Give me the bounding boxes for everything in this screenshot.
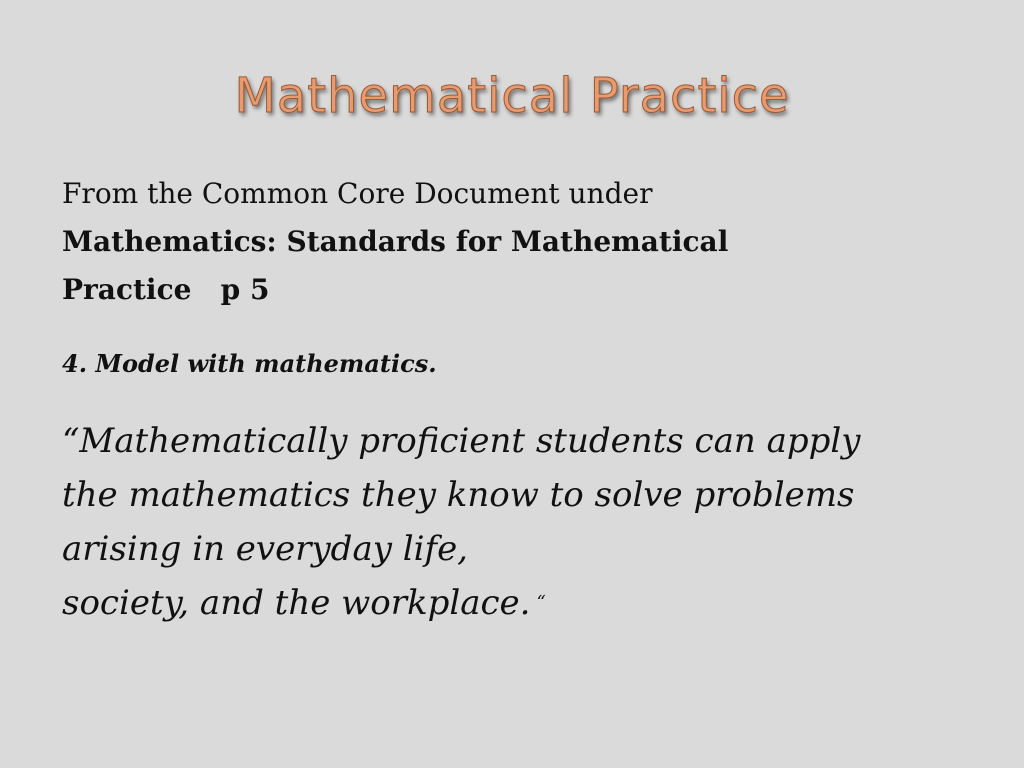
slide-title: Mathematical Practice <box>234 68 790 124</box>
quote-line-1: “Mathematically proficient students can apply <box>62 421 861 461</box>
intro-bold-line-2: Practice p 5 <box>62 273 270 306</box>
quote-line-2: the mathematics they know to solve problems <box>62 475 855 515</box>
quote-paragraph <box>62 414 962 630</box>
quote-closing-mark: “ <box>536 592 546 613</box>
quote-line-4: society, and the workplace. <box>62 583 531 623</box>
intro-paragraph <box>62 170 962 314</box>
intro-line: From the Common Core Document under <box>62 177 653 210</box>
slide-body <box>62 170 962 630</box>
practice-heading: 4. Model with mathematics. <box>62 349 437 378</box>
quote-line-3: arising in everyday life, <box>62 529 468 569</box>
quote-line-4-wrapper <box>62 576 962 630</box>
intro-bold-line-1: Mathematics: Standards for Mathematical <box>62 225 729 258</box>
